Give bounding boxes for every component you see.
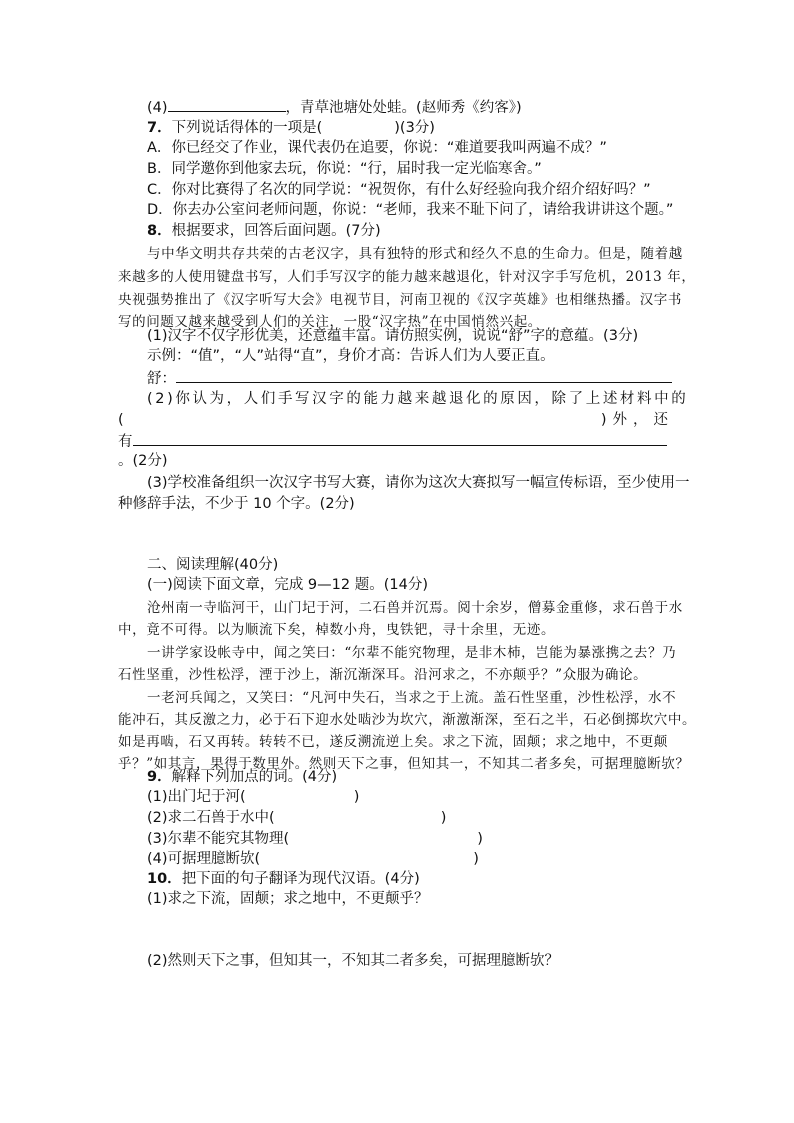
question-text: 把下面的句子翻译为现代汉语。(4分)	[181, 871, 420, 887]
classical-passage-line: 如是再啮，石又再转。转转不已，遂反溯流逆上矣。求之下流，固颠；求之地中，不更颠	[118, 734, 668, 750]
paren-close: )	[353, 789, 360, 805]
paren-close: )	[440, 810, 447, 826]
option-a: A．你已经交了作业，课代表仍在追要，你说：“难道要我叫两遍不成？”	[147, 140, 607, 156]
paren-close: )外，还	[600, 412, 674, 428]
sub-question-2-score: 。(2分)	[118, 453, 168, 469]
q9-item	[147, 849, 479, 869]
classical-passage-line: 沧州南一寺临河干，山门圮于河，二石兽并沉焉。阅十余岁，僧募金重修，求石兽于水	[147, 600, 683, 616]
q9-item	[147, 787, 359, 807]
sub-question-2-you-line	[118, 431, 667, 452]
example-line: 示例：“值”，“人”站得“直”，身价才高：告诉人们为人要正直。	[147, 348, 555, 364]
option-c: C．你对比赛得了名次的同学说：“祝贺你，有什么好经验向我介绍介绍好吗？”	[147, 182, 651, 198]
q9-item	[147, 829, 483, 849]
passage-line: 来越多的人使用键盘书写，人们手写汉字的能力越来越退化，针对汉字手写危机，2013 年，	[118, 269, 696, 285]
sub-question-2-paren-line	[118, 410, 674, 430]
question-number: 9．	[147, 769, 172, 785]
question-text: 根据要求，回答后面问题。(7分)	[171, 223, 381, 239]
item-number: (4)	[147, 100, 168, 116]
question-7	[147, 118, 435, 138]
q9-item	[147, 808, 446, 828]
answer-blank[interactable]	[168, 97, 286, 112]
question-number: 7．	[147, 120, 172, 136]
paren-open: (	[118, 412, 124, 428]
item-text: (1)出门圮于河(	[147, 789, 246, 805]
item-text: (4)可据理臆断欤(	[147, 851, 261, 867]
classical-passage-line: 石性坚重，沙性松浮，湮于沙上，渐沉渐深耳。沿河求之，不亦颠乎？”众服为确论。	[118, 667, 648, 683]
classical-passage-line: 乎？”如其言，果得于数里外。然则天下之事，但知其一，不知其二者多矣，可据理臆断欤？	[118, 756, 690, 772]
item-text: (3)尔辈不能究其物理(	[147, 831, 290, 847]
passage-line: 与中华文明共存共荣的古老汉字，具有独特的形式和经久不息的生命力。但是，随着越	[147, 246, 683, 262]
poem-text: ，青草池塘处处蛙。(赵师秀《约客》)	[285, 100, 522, 116]
q10-item: (2)然则天下之事，但知其一，不知其二者多矣，可据理臆断欤？	[147, 953, 560, 969]
sub-question-1: (1)汉字不仅字形优美，还意蕴丰富。请仿照实例，说说“舒”字的意蕴。(3分)	[147, 328, 639, 344]
passage-line: 写的问题又越来越受到人们的关注，一股“汉字热”在中国悄然兴起。	[118, 314, 542, 330]
paren-close: )	[477, 831, 483, 847]
sub-question-3-cont: 种修辞手法，不少于 10 个字。(2分)	[118, 496, 355, 512]
question-8	[147, 221, 381, 241]
you-text: 有	[118, 434, 133, 450]
question-text: 解释下列加点的词。(4分)	[171, 769, 338, 785]
shu-label: 舒：	[147, 371, 176, 387]
answer-blank[interactable]	[133, 431, 667, 446]
option-d: D．你去办公室问老师问题，你说：“老师，我来不耻下问了，请给我讲讲这个题。”	[147, 202, 674, 218]
paren-close: )	[473, 851, 479, 867]
classical-passage-line: 一讲学家设帐寺中，闻之笑曰：“尔辈不能究物理，是非木杮，岂能为暴涨携之去？乃	[147, 645, 677, 661]
question-9	[147, 767, 337, 787]
poem-fill-line	[147, 97, 522, 118]
question-text: 下列说话得体的一项是(	[171, 120, 323, 136]
classical-passage-line: 能冲石，其反激之力，必于石下迎水处啮沙为坎穴，渐激渐深，至石之半，石必倒掷坎穴中。	[118, 712, 697, 728]
question-number: 10．	[147, 871, 182, 887]
answer-space[interactable]	[124, 410, 601, 430]
sub-question-3: (3)学校准备组织一次汉字书写大赛，请你为这次大赛拟写一幅宣传标语，至少使用一	[147, 475, 690, 491]
classical-passage-line: 一老河兵闻之，又笑曰：“凡河中失石，当求之于上流。盖石性坚重，沙性松浮，水不	[147, 690, 677, 706]
question-number: 8．	[147, 223, 172, 239]
question-score: )(3分)	[394, 120, 435, 136]
item-text: (2)求二石兽于水中(	[147, 810, 275, 826]
q10-item: (1)求之下流，固颠；求之地中，不更颠乎？	[147, 891, 429, 907]
answer-blank[interactable]	[176, 368, 672, 383]
shu-answer-line	[147, 368, 672, 389]
classical-passage-line: 中，竟不可得。以为顺流下矣，棹数小舟，曳铁钯，寻十余里，无迹。	[118, 622, 556, 638]
part-heading: (一)阅读下面文章，完成 9—12 题。(14分)	[147, 577, 428, 593]
question-text: (2)你认为，人们手写汉字的能力越来越退化的原因，除了上述材料中的	[147, 391, 689, 407]
passage-line: 央视强势推出了《汉字听写大会》电视节目，河南卫视的《汉字英雄》也相继热播。汉字书	[118, 292, 682, 308]
section-heading: 二、阅读理解(40分)	[147, 557, 279, 573]
question-10	[147, 869, 420, 889]
sub-question-2	[147, 389, 689, 409]
option-b: B．同学邀你到他家去玩，你说：“行，届时我一定光临寒舍。”	[147, 161, 542, 177]
